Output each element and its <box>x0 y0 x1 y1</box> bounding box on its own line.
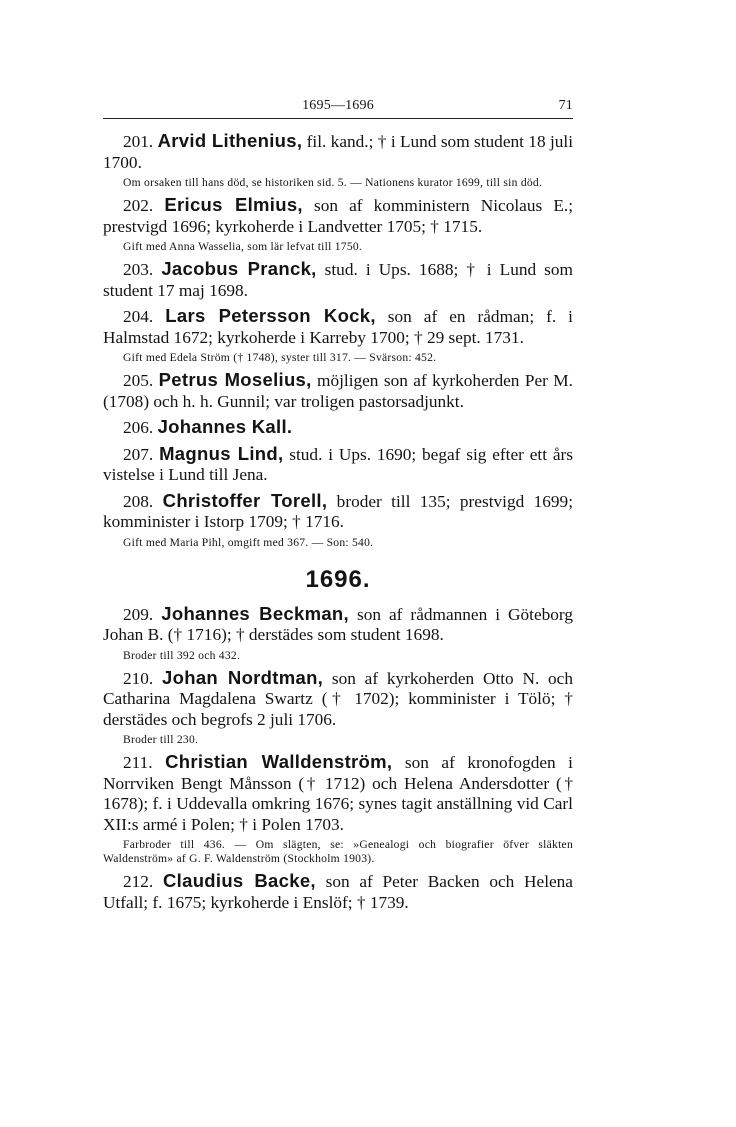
entry-note: Gift med Anna Wasselia, som lär lefvat till 1750. <box>123 240 363 253</box>
entry-202 <box>103 195 573 254</box>
entry-note: Om orsaken till hans död, se historiken sid. 5. — Nationens kurator 1699, till sin död. <box>123 176 543 189</box>
person-name: Johan Nordtman, <box>162 666 324 688</box>
entry-text <box>103 871 573 913</box>
entry-text <box>103 195 573 237</box>
entry-number: 212. <box>123 872 154 891</box>
entry-note: Farbroder till 436. — Om slägten, se: »Genealogi och biografier öfver släkten Waldenström» af G. F. Waldenström (Stockholm 1903). <box>103 838 573 865</box>
entry-203 <box>103 259 573 301</box>
person-name: Johannes Kall. <box>157 416 293 437</box>
entry-text <box>103 131 573 173</box>
entry-number: 205. <box>123 371 154 390</box>
entry-text <box>103 604 573 646</box>
entry-note: Gift med Maria Pihl, omgift med 367. — Son: 540. <box>123 535 374 549</box>
entry-207 <box>103 444 573 486</box>
entry-number: 203. <box>123 260 154 279</box>
entry-number: 209. <box>123 604 154 624</box>
person-name: Christoffer Torell, <box>162 489 328 511</box>
entry-text <box>103 444 573 486</box>
entry-text <box>103 306 573 348</box>
entry-number: 211. <box>123 753 153 772</box>
page-number: 71 <box>558 98 573 113</box>
entry-209 <box>103 604 573 663</box>
person-name: Jacobus Pranck, <box>161 258 317 279</box>
entry-body: broder till 135; prestvigd 1699; komminister i Istorp 1709; † 1716. <box>103 491 573 531</box>
person-name: Claudius Backe, <box>163 870 316 891</box>
entry-number: 206. <box>123 418 154 437</box>
entries-1696 <box>103 604 573 914</box>
entry-text <box>103 491 573 533</box>
person-name: Johannes Beckman, <box>161 602 349 624</box>
entry-text <box>103 417 573 439</box>
entry-208 <box>103 491 573 550</box>
entry-note: Broder till 392 och 432. <box>123 648 241 662</box>
entry-note: Gift med Edela Ström († 1748), syster till 317. — Svärson: 452. <box>123 351 437 364</box>
header-years: 1695—1696 <box>302 98 374 113</box>
entry-body: son af kyrkoherden Otto N. och Catharina Magdalena Swartz († 1702); komminister i Tölö; † derstädes och begrofs 2 juli 1706. <box>103 668 573 729</box>
entry-206 <box>103 417 573 439</box>
entry-body: son af rådmannen i Göteborg Johan B. († 1716); † derstädes som student 1698. <box>103 604 573 644</box>
person-name: Petrus Moselius, <box>158 369 312 390</box>
entry-210 <box>103 668 573 748</box>
book-page <box>103 96 573 918</box>
entry-number: 201. <box>123 132 154 151</box>
entry-body: fil. kand.; † i Lund som student 18 juli 1700. <box>103 132 573 172</box>
entry-body: stud. i Ups. 1688; † i Lund som student 17 maj 1698. <box>103 260 573 300</box>
entry-number: 210. <box>123 668 154 688</box>
entry-201 <box>103 131 573 190</box>
entries-1695 <box>103 131 573 550</box>
entry-body: son af en rådman; f. i Halmstad 1672; kyrkoherde i Karreby 1700; † 29 sept. 1731. <box>103 307 573 347</box>
entry-text <box>103 370 573 412</box>
entry-number: 207. <box>123 444 154 464</box>
entry-body: son af Peter Backen och Helena Utfall; f. 1675; kyrkoherde i Enslöf; † 1739. <box>103 872 573 912</box>
entry-text <box>103 668 573 731</box>
person-name: Lars Petersson Kock, <box>165 305 376 326</box>
entry-211 <box>103 752 573 866</box>
entry-212 <box>103 871 573 913</box>
entry-text <box>103 752 573 835</box>
entry-205 <box>103 370 573 412</box>
entry-note: Broder till 230. <box>123 733 199 746</box>
person-name: Arvid Lithenius, <box>157 130 303 151</box>
entry-204 <box>103 306 573 365</box>
entry-body: son af kronofogden i Norrviken Bengt Månsson († 1712) och Helena Andersdotter († 1678); f. i Uddevalla omkring 1676; synes tagit anställning vid Carl XII:s armé i Polen; † i Polen 1703. <box>103 753 573 834</box>
entry-body: son af komministern Nicolaus E.; prestvigd 1696; kyrkoherde i Landvetter 1705; † 1715. <box>103 196 573 236</box>
person-name: Magnus Lind, <box>159 442 284 464</box>
year-heading: 1696. <box>305 565 371 593</box>
entry-body: stud. i Ups. 1690; begaf sig efter ett års vistelse i Lund till Jena. <box>103 444 573 484</box>
running-header <box>103 96 573 119</box>
person-name: Ericus Elmius, <box>164 194 303 215</box>
entry-number: 202. <box>123 196 154 215</box>
person-name: Christian Walldenström, <box>165 751 393 772</box>
entry-text <box>103 259 573 301</box>
entry-body: möjligen son af kyrkoherden Per M. (1708) och h. h. Gunnil; var troligen pastorsadjunkt. <box>103 371 573 411</box>
entry-number: 208. <box>123 491 154 511</box>
entry-number: 204. <box>123 307 154 326</box>
